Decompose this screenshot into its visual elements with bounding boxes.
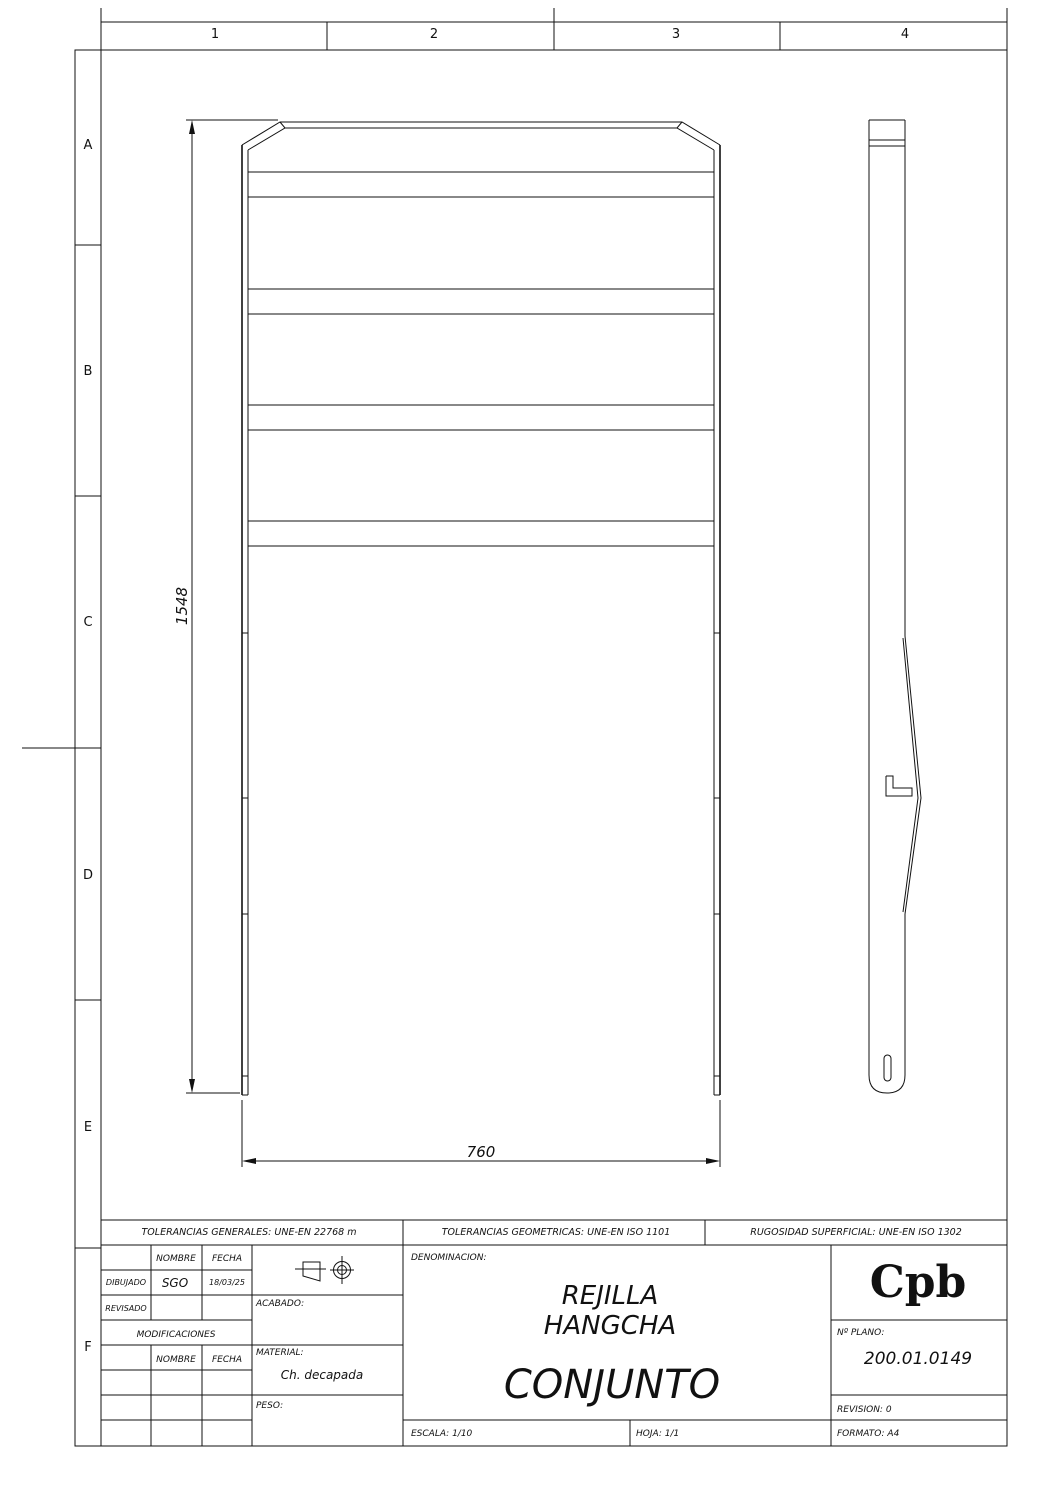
grid-row-e: E (83, 1120, 93, 1135)
weight-label: PESO: (256, 1401, 284, 1411)
scale: ESCALA: 1/10 (411, 1429, 473, 1439)
general-tolerances: TOLERANCIAS GENERALES: UNE-EN 22768 m (141, 1227, 357, 1238)
grid-row-f: F (84, 1340, 92, 1355)
revised-label: REVISADO (105, 1304, 147, 1313)
grille-side-view (869, 120, 921, 1093)
grid-row-c: C (83, 615, 93, 630)
material-label: MATERIAL: (256, 1348, 304, 1358)
grille-front-view (242, 122, 720, 1095)
mod-col-name: NOMBRE (156, 1355, 196, 1365)
grid-row-b: B (83, 364, 93, 379)
format: FORMATO: A4 (837, 1429, 900, 1439)
company-logo: Cpb (869, 1257, 967, 1308)
col-name-header: NOMBRE (156, 1254, 196, 1264)
sheet-number: HOJA: 1/1 (636, 1429, 680, 1439)
surface-roughness: RUGOSIDAD SUPERFICIAL: UNE-EN ISO 1302 (750, 1227, 962, 1238)
grid-col-2: 2 (429, 27, 439, 42)
modifications-label: MODIFICACIONES (136, 1330, 216, 1340)
title-line-2: HANGCHA (543, 1311, 677, 1341)
finish-label: ACABADO: (256, 1299, 305, 1309)
drawn-name: SGO (161, 1276, 189, 1290)
width-dimension-value: 760 (466, 1143, 496, 1161)
grid-col-1: 1 (210, 27, 220, 42)
grid-row-d: D (82, 868, 94, 883)
title-line-1: REJILLA (561, 1281, 659, 1311)
height-dimension-value: 1548 (173, 586, 191, 626)
material-value: Ch. decapada (280, 1368, 364, 1382)
drawn-date: 18/03/25 (209, 1278, 245, 1287)
plan-number: 200.01.0149 (863, 1349, 973, 1369)
denomination-label: DENOMINACION: (411, 1253, 487, 1263)
grid-col-4: 4 (900, 27, 910, 42)
grid-row-a: A (83, 138, 93, 153)
plan-label: Nº PLANO: (837, 1328, 885, 1338)
revision: REVISION: 0 (837, 1405, 892, 1415)
drawn-label: DIBUJADO (105, 1278, 147, 1287)
title-subtitle: CONJUNTO (503, 1362, 721, 1408)
first-angle-projection-icon (295, 1256, 354, 1284)
geometric-tolerances: TOLERANCIAS GEOMETRICAS: UNE-EN ISO 1101 (441, 1227, 671, 1238)
height-dimension (186, 120, 278, 1093)
grid-col-3: 3 (671, 27, 681, 42)
col-date-header: FECHA (211, 1254, 243, 1264)
mod-col-date: FECHA (211, 1355, 243, 1365)
